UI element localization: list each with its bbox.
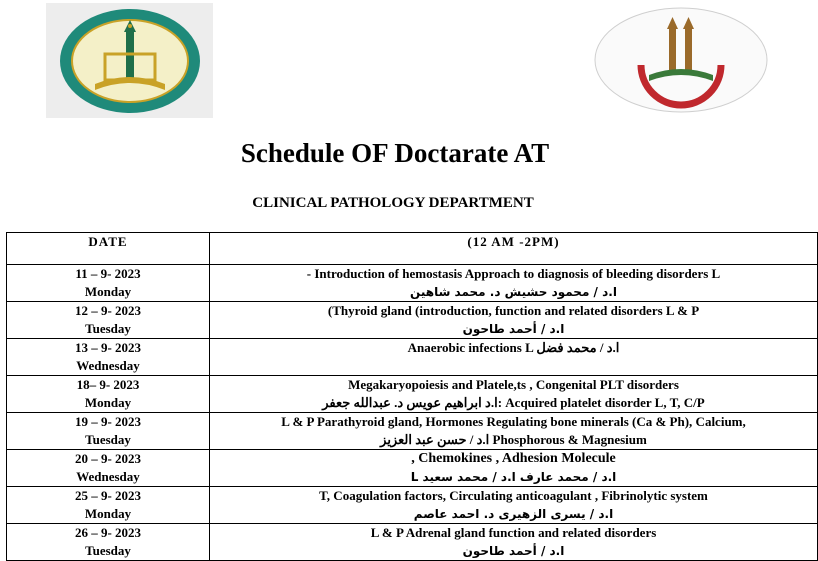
date-header: DATE	[7, 233, 210, 265]
topic-text: Megakaryopoiesis and Platele,ts , Congenital PLT disorders	[348, 377, 679, 392]
date-text: 19 – 9- 2023	[74, 414, 142, 429]
date-cell	[7, 487, 210, 524]
page-title: Schedule OF Doctarate AT	[240, 138, 550, 168]
topic-cell	[210, 339, 818, 376]
date-text: 26 – 9- 2023	[74, 525, 142, 540]
date-cell	[7, 524, 210, 561]
day-text: Wednesday	[76, 358, 140, 373]
al-azhar-seal-icon	[591, 5, 771, 115]
day-text: Monday	[84, 395, 132, 410]
topic-text: Anaerobic infections L ا.د / محمد فضل	[407, 340, 620, 355]
date-text: 18– 9- 2023	[76, 377, 140, 392]
table-row	[7, 302, 818, 339]
date-text: 11 – 9- 2023	[75, 266, 141, 281]
day-text: Wednesday	[76, 469, 140, 484]
topic-text: ا.د ابراهيم عويس د. عبدالله جعفر: Acquired platelet disorder L, T, C/P	[322, 395, 705, 410]
date-cell	[7, 265, 210, 302]
day-text: Tuesday	[85, 543, 131, 558]
schedule-table	[6, 232, 818, 561]
date-text: 20 – 9- 2023	[74, 451, 142, 466]
date-text: 12 – 9- 2023	[74, 303, 142, 318]
table-row	[7, 265, 818, 302]
topic-cell	[210, 265, 818, 302]
topic-text: - Introduction of hemostasis Approach to diagnosis of bleeding disorders L	[306, 266, 721, 281]
al-azhar-faculty-logo	[591, 5, 771, 115]
topic-cell	[210, 487, 818, 524]
day-text: Monday	[84, 506, 132, 521]
date-cell	[7, 339, 210, 376]
topic-text: T, Coagulation factors, Circulating anticoagulant , Fibrinolytic system	[319, 488, 708, 503]
lecturer-text: ا.د / يسرى الزهيرى د. احمد عاصم	[413, 507, 614, 521]
topic-text: , Chemokines , Adhesion Molecule	[411, 451, 616, 466]
lecturer-text: ا.د / أحمد طاحون	[462, 322, 565, 336]
table-row	[7, 524, 818, 561]
date-cell	[7, 302, 210, 339]
day-text: Monday	[84, 284, 132, 299]
topic-cell	[210, 524, 818, 561]
topic-text: L & P Adrenal gland function and related disorders	[370, 525, 657, 540]
lecturer-text: ا.د / محمود حشيش د. محمد شاهين	[410, 285, 617, 299]
table-row	[7, 450, 818, 487]
table-row	[7, 339, 818, 376]
date-text: 13 – 9- 2023	[74, 340, 142, 355]
lecturer-text: L ا.د / محمد عارف ا.د / محمد سعيد	[410, 470, 617, 484]
date-cell	[7, 450, 210, 487]
clinical-pathology-logo	[46, 3, 213, 118]
day-text: Tuesday	[85, 432, 131, 447]
topic-text: (Thyroid gland (introduction, function and related disorders L & P	[327, 303, 700, 318]
table-row	[7, 413, 818, 450]
table-row	[7, 376, 818, 413]
date-cell	[7, 376, 210, 413]
department-name: CLINICAL PATHOLOGY DEPARTMENT	[252, 195, 534, 211]
time-header: (12 AM -2PM)	[210, 233, 818, 265]
clinical-pathology-seal-icon	[55, 6, 205, 116]
topic-text: L & P Parathyroid gland, Hormones Regulating bone minerals (Ca & Ph), Calcium,	[281, 414, 746, 429]
day-text: Tuesday	[85, 321, 131, 336]
date-cell	[7, 413, 210, 450]
topic-cell	[210, 450, 818, 487]
table-header-row	[7, 233, 818, 265]
date-text: 25 – 9- 2023	[74, 488, 142, 503]
lecturer-text: ا.د / أحمد طاحون	[462, 544, 565, 558]
topic-cell	[210, 413, 818, 450]
topic-text: ا.د / حسن عبد العزيز Phosphorous & Magnesium	[380, 432, 647, 447]
topic-cell	[210, 376, 818, 413]
table-row	[7, 487, 818, 524]
topic-cell	[210, 302, 818, 339]
